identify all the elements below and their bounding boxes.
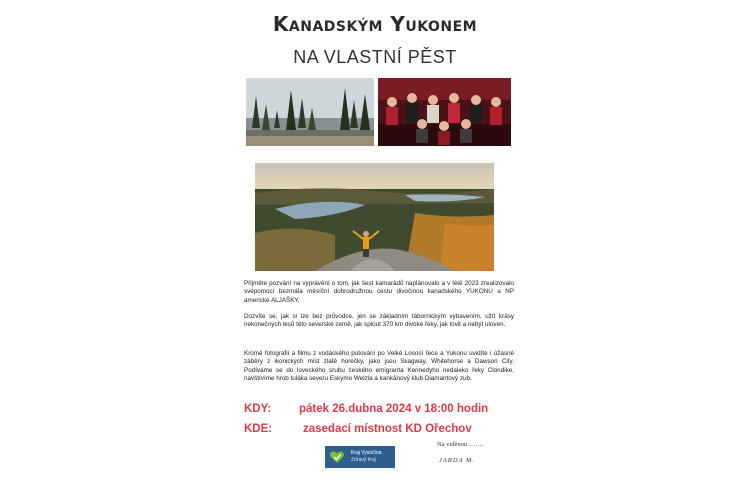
paragraph-learn: Dozvíte se, jak si lze bez průvodce, jen se základním tábornickým vybavením, užít krásy nekonečných lesů této severské země, jak splout 370 km divoké řeky, jak lovit a nebýt uloven.: [244, 313, 514, 329]
group-costume-photo: [378, 78, 511, 146]
logo-subtext: Zdravý kraj: [351, 457, 376, 463]
paragraph-invitation: Přijměte pozvání na vyprávění o tom, jak šest kamarádů naplánovalo a v létě 2023 zrealizovalo svépomocí bezmála měsíční dobrodružnou cestu divočinou kanadského YUKONU a NP americké ALJAŠKY.: [244, 280, 514, 304]
kraj-vysocina-logo: [325, 446, 395, 468]
logo-text: Kraj Vysočina: [351, 450, 382, 456]
forest-lake-photo: [246, 78, 374, 146]
signature: JARDA M.: [439, 457, 476, 464]
poster-subtitle: NA VLASTNÍ PĚST: [293, 47, 457, 67]
where-value: zasedací místnost KD Ořechov: [303, 423, 472, 435]
heart-icon: [329, 449, 345, 465]
paragraph-program: Kromě fotografií a filmu z vodáckého putování po Velké Lososí řece a Yukonu uvidíte i úžasné záběry z ikonických míst zlaté horečky, jako jsou Skagway, Whitehorse a Dawson City. Podíváme se do loveckého srubu českého emigranta Kennedyho nedaleko řeky Clondike, navštívíme hrob tuláka severu Eskymo Welzla a kankánový klub Diamantový zub.: [244, 350, 514, 382]
closing-text: Na viděnou …….: [437, 441, 484, 448]
when-label: KDY:: [244, 403, 272, 415]
poster-title: Kanadským Yukonem: [272, 12, 478, 36]
river-valley-hiker-photo: [255, 163, 494, 271]
where-label: KDE:: [244, 423, 273, 435]
when-value: pátek 26.dubna 2024 v 18:00 hodin: [299, 403, 489, 415]
